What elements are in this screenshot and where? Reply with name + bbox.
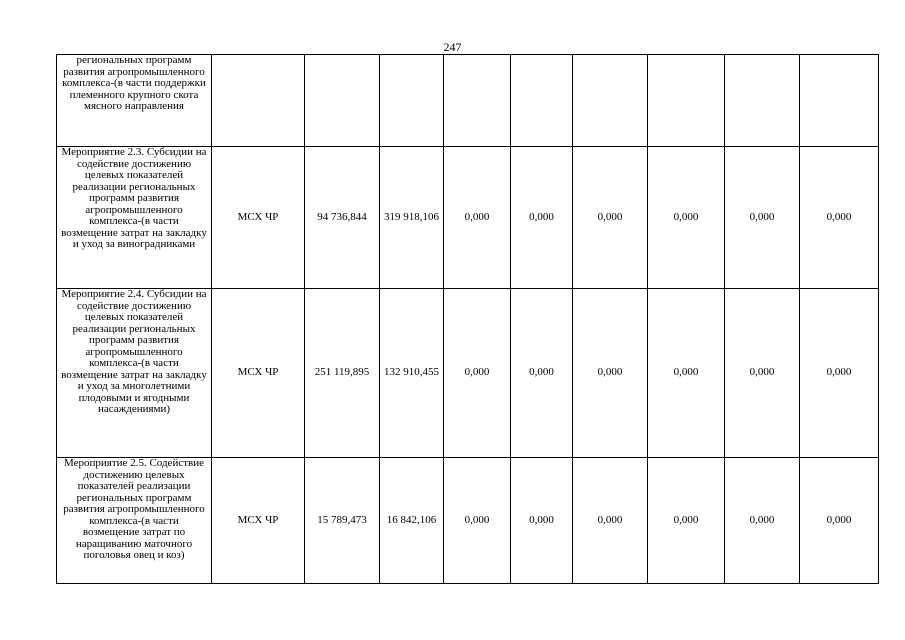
amount-cell: 319 918,106 <box>380 147 444 289</box>
value-cell: 0,000 <box>444 147 511 289</box>
value-cell: 0,000 <box>800 458 879 584</box>
value-cell <box>725 55 800 147</box>
value-cell: 0,000 <box>648 289 725 458</box>
amount-cell: 94 736,844 <box>305 147 380 289</box>
table-row <box>57 458 879 584</box>
value-cell: 0,000 <box>648 458 725 584</box>
amount-cell: 16 842,106 <box>380 458 444 584</box>
value-cell: 0,000 <box>444 458 511 584</box>
value-cell: 0,000 <box>725 289 800 458</box>
executor-cell <box>212 55 305 147</box>
page-number: 247 <box>443 40 462 54</box>
budget-table <box>56 54 879 584</box>
measure-description: Мероприятие 2.4. Субсидии на содействие достижению целевых показателей реализации региональных программ развития агропромышленного комплекса-(в части возмещение затрат на закладку и уход за многолетними плодовыми и ягодными насаждениями) <box>57 289 212 458</box>
value-cell: 0,000 <box>573 289 648 458</box>
amount-cell: 132 910,455 <box>380 289 444 458</box>
value-cell: 0,000 <box>511 147 573 289</box>
executor-cell: МСХ ЧР <box>212 147 305 289</box>
value-cell: 0,000 <box>511 289 573 458</box>
table-row <box>57 289 879 458</box>
value-cell: 0,000 <box>444 289 511 458</box>
value-cell <box>444 55 511 147</box>
value-cell: 0,000 <box>725 147 800 289</box>
measure-description: Мероприятие 2.5. Содействие достижению целевых показателей реализации региональных программ развития агропромышленного комплекса-(в части возмещение затрат по наращиванию маточного поголовья овец и коз) <box>57 458 212 584</box>
value-cell: 0,000 <box>648 147 725 289</box>
table-row <box>57 147 879 289</box>
value-cell <box>511 55 573 147</box>
measure-description: региональных программ развития агропромышленного комплекса-(в части поддержки племенного крупного скота мясного направления <box>57 55 212 147</box>
value-cell: 0,000 <box>800 289 879 458</box>
value-cell: 0,000 <box>511 458 573 584</box>
amount-cell <box>305 55 380 147</box>
amount-cell <box>380 55 444 147</box>
amount-cell: 15 789,473 <box>305 458 380 584</box>
value-cell <box>573 55 648 147</box>
executor-cell: МСХ ЧР <box>212 289 305 458</box>
value-cell: 0,000 <box>800 147 879 289</box>
value-cell: 0,000 <box>573 458 648 584</box>
table-row <box>57 55 879 147</box>
amount-cell: 251 119,895 <box>305 289 380 458</box>
value-cell <box>648 55 725 147</box>
value-cell: 0,000 <box>725 458 800 584</box>
executor-cell: МСХ ЧР <box>212 458 305 584</box>
measure-description: Мероприятие 2.3. Субсидии на содействие достижению целевых показателей реализации региональных программ развития агропромышленного комплекса-(в части возмещение затрат на закладку и уход за виноградниками <box>57 147 212 289</box>
value-cell <box>800 55 879 147</box>
value-cell: 0,000 <box>573 147 648 289</box>
